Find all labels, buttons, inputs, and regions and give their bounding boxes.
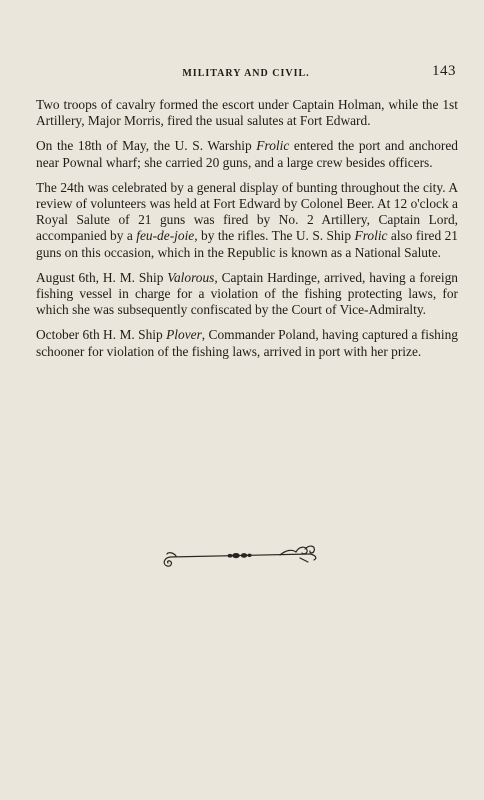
- ship-name-frolic: Frolic: [256, 138, 290, 154]
- ship-name-valorous: Valorous: [167, 269, 215, 285]
- running-title: MILITARY AND CIVIL.: [182, 68, 310, 79]
- paragraph-2: [36, 138, 458, 170]
- ship-name-frolic-2: Frolic: [354, 228, 388, 244]
- paragraph-4: [36, 270, 458, 319]
- italic-feu-de-joie: feu-de-joie: [136, 228, 195, 244]
- paragraph-3-after: also fired 21 guns on this occasion, which in the Republic is known as a National Salute.: [36, 228, 459, 260]
- paragraph-4-before: August 6th, H. M. Ship: [36, 269, 168, 285]
- body-text: [36, 97, 458, 369]
- paragraph-3-before: The 24th was celebrated by a general display of bunting throughout the city. A review of volunteers was held at Fort Edward by Colonel Beer. At 12 o'clock a Royal Salute of 21 guns was fired by No. 2 Artillery, Captain Lord, accompanied by a: [36, 179, 458, 244]
- paragraph-5-after: , Commander Poland, having captured a fishing schooner for violation of the fishing laws, arrived in port with her prize.: [36, 327, 458, 359]
- paragraph-4-after: , Captain Hardinge, arrived, having a foreign fishing vessel in charge for a violation of the fishing protecting laws, for which she was subsequently confiscated by the Court of Vice-Admiralty.: [36, 269, 459, 318]
- paragraph-2-after: entered the port and anchored near Pownal wharf; she carried 20 guns, and a large crew besides officers.: [36, 138, 458, 170]
- running-head: [36, 63, 456, 84]
- paragraph-3: [36, 180, 458, 261]
- paragraph-1-text: Two troops of cavalry formed the escort under Captain Holman, while the 1st Artillery, Major Morris, fired the usual salutes at Fort Edward.: [36, 97, 458, 129]
- paragraph-1: [36, 97, 458, 129]
- paragraph-2-before: On the 18th of May, the U. S. Warship: [36, 138, 257, 154]
- paragraph-5-before: October 6th H. M. Ship: [36, 327, 167, 343]
- ship-name-plover: Plover: [166, 327, 202, 343]
- decorative-flourish-icon: [160, 540, 328, 570]
- paragraph-3-middle: , by the rifles. The U. S. Ship: [194, 228, 355, 244]
- page-number: 143: [432, 63, 456, 79]
- paragraph-5: [36, 327, 458, 359]
